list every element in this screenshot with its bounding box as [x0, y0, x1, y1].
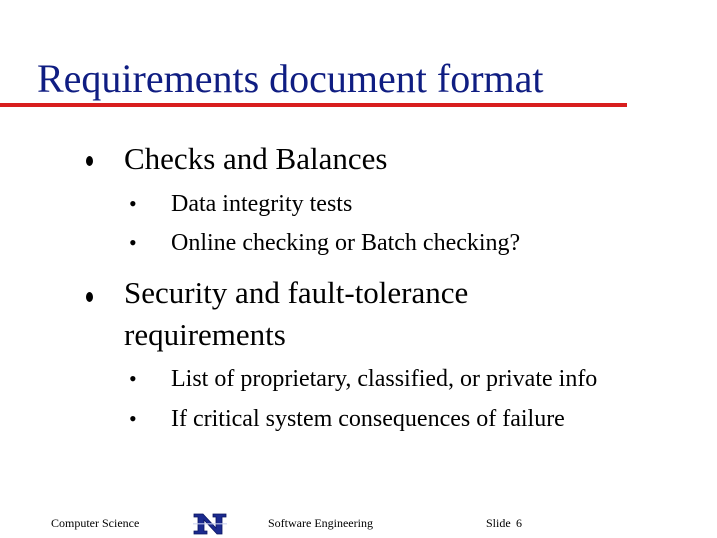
- bullet-checks-and-balances: Checks and Balances: [124, 141, 388, 176]
- sub-bullet-marker: •: [129, 366, 137, 391]
- sub-bullet-proprietary-info: List of proprietary, classified, or private info: [171, 366, 598, 392]
- sub-bullet-online-checking: Online checking or Batch checking?: [171, 230, 521, 256]
- bullet-security-line1: Security and fault-tolerance: [124, 275, 469, 310]
- sub-bullet-marker: •: [129, 230, 137, 255]
- bullet-dot-icon: [86, 156, 93, 166]
- bullet-security-line2: requirements: [124, 317, 286, 352]
- sub-bullet-data-integrity: Data integrity tests: [171, 191, 353, 217]
- title-underline: [0, 103, 627, 107]
- footer-course: Software Engineering: [268, 516, 373, 530]
- footer-slide-number: 6: [516, 516, 522, 530]
- bullet-dot-icon: [86, 292, 93, 302]
- footer-slide-label: Slide: [486, 516, 511, 530]
- sub-bullet-critical-consequences: If critical system consequences of failure: [171, 406, 565, 432]
- sub-bullet-marker: •: [129, 191, 137, 216]
- sub-bullet-marker: •: [129, 406, 137, 431]
- slide-title: Requirements document format: [37, 56, 544, 101]
- northwestern-n-logo-icon: [193, 511, 227, 536]
- footer-department: Computer Science: [51, 516, 140, 530]
